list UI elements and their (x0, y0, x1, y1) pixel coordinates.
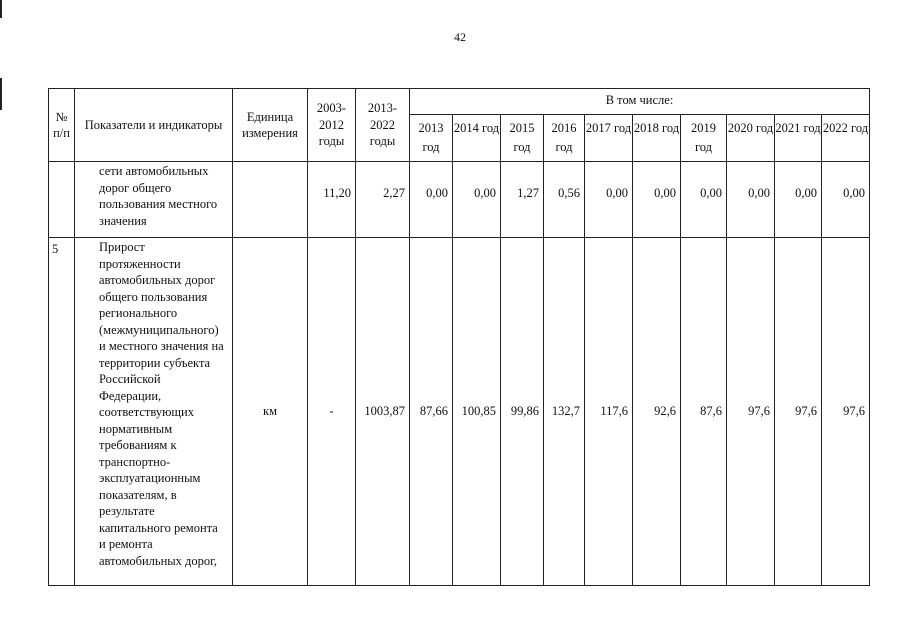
header-year: 2020 год (727, 115, 775, 162)
edge-mark-top (0, 0, 2, 18)
row-value-2019: 87,6 (681, 238, 727, 586)
row-value-2022: 97,6 (822, 238, 870, 586)
row-value-2020: 0,00 (727, 162, 775, 238)
name-line: территории субъекта (99, 355, 211, 370)
header-unit: Единица измерения (233, 89, 308, 162)
header-year: 2014 год (453, 115, 501, 162)
header-year: 2016 год (544, 115, 585, 162)
row-value-2015: 99,86 (501, 238, 544, 586)
table-row (49, 238, 870, 586)
row-unit (233, 162, 308, 238)
name-line: капитального ремонта (99, 520, 218, 535)
row-value-2021: 97,6 (775, 238, 822, 586)
name-line: требованиям к (99, 438, 177, 452)
page-number: 42 (454, 30, 466, 44)
table-row (49, 162, 870, 238)
row-value-2020: 97,6 (727, 238, 775, 586)
header-period-2013-2022: 2013-2022 годы (356, 89, 410, 162)
name-line: значения (99, 213, 147, 228)
header-year: 2017 год (585, 115, 633, 162)
name-line: автомобильных дорог (99, 273, 216, 287)
name-line: результате (99, 504, 155, 518)
header-indicator: Показатели и индикаторы (75, 89, 233, 162)
edge-mark-middle (0, 78, 2, 110)
row-unit: км (233, 238, 308, 586)
header-in-total: В том числе: (410, 89, 870, 115)
row-value-2017: 117,6 (585, 238, 633, 586)
row-value-2016: 0,56 (544, 162, 585, 238)
name-line: эксплуатационным (99, 471, 201, 485)
row-period-2003-2012: - (308, 238, 356, 586)
header-year: 2013 год (410, 115, 453, 162)
row-value-2022: 0,00 (822, 162, 870, 238)
row-value-2021: 0,00 (775, 162, 822, 238)
row-value-2019: 0,00 (681, 162, 727, 238)
header-period-2003-2012: 2003-2012 годы (308, 89, 356, 162)
name-line: (межмуниципального) (99, 322, 219, 337)
name-line: протяженности (99, 256, 181, 271)
row-period-2013-2022: 2,27 (356, 162, 410, 238)
name-line: транспортно- (99, 454, 171, 469)
name-line: Федерации, (99, 388, 162, 403)
name-line: Прирост (99, 240, 145, 254)
name-line: пользования местного (99, 197, 218, 211)
row-num: 5 (49, 238, 75, 586)
name-line: Российской (99, 372, 161, 386)
header-year: 2015 год (501, 115, 544, 162)
name-line: и ремонта (99, 537, 153, 551)
row-indicator-name (75, 162, 233, 238)
name-line: соответствующих (99, 405, 194, 419)
row-value-2015: 1,27 (501, 162, 544, 238)
header-year: 2019 год (681, 115, 727, 162)
row-value-2018: 92,6 (633, 238, 681, 586)
row-num (49, 162, 75, 238)
row-value-2016: 132,7 (544, 238, 585, 586)
header-year: 2018 год (633, 115, 681, 162)
row-value-2013: 87,66 (410, 238, 453, 586)
name-line: автомобильных дорог, (99, 553, 218, 568)
indicators-table (48, 88, 870, 586)
row-value-2014: 0,00 (453, 162, 501, 238)
row-period-2003-2012: 11,20 (308, 162, 356, 238)
row-value-2018: 0,00 (633, 162, 681, 238)
row-value-2014: 100,85 (453, 238, 501, 586)
row-value-2013: 0,00 (410, 162, 453, 238)
header-year: 2022 год (822, 115, 870, 162)
name-line: нормативным (99, 421, 173, 436)
name-line: регионального (99, 306, 178, 320)
row-indicator-name (75, 238, 233, 586)
name-line: дорог общего (99, 180, 172, 195)
header-year: 2021 год (775, 115, 822, 162)
row-value-2017: 0,00 (585, 162, 633, 238)
name-line: показателям, в (99, 487, 177, 502)
row-period-2013-2022: 1003,87 (356, 238, 410, 586)
name-line: сети автомобильных (99, 164, 209, 178)
name-line: и местного значения на (99, 339, 224, 353)
name-line: общего пользования (99, 289, 208, 304)
header-num: № п/п (49, 89, 75, 162)
